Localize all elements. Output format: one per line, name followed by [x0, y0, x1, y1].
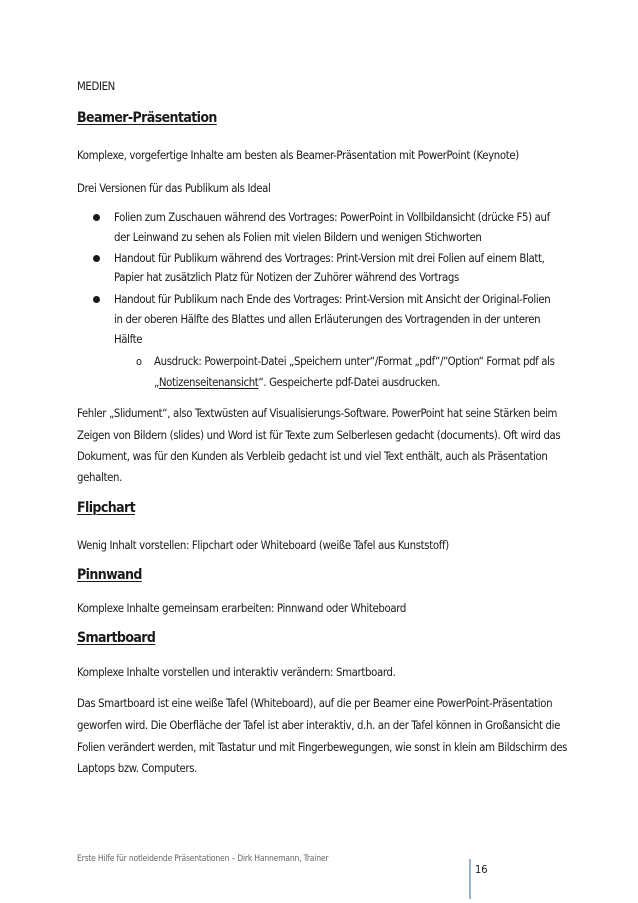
heading-smartboard: Smartboard	[77, 630, 156, 646]
smartboard-para-line-1: Das Smartboard ist eine weiße Tafel (Whiteboard), auf die per Beamer eine PowerPoint-Präsentation	[77, 697, 553, 710]
sub-bullet-line-2-suffix: “. Gespeicherte pdf-Datei ausdrucken.	[258, 376, 441, 389]
smartboard-para-line-2: geworfen wird. Die Oberfläche der Tafel ist aber interaktiv, d.h. an der Tafel können in Großansicht die	[77, 719, 561, 732]
quote-open: „	[154, 376, 159, 389]
bullet-marker	[93, 296, 100, 303]
bullet-2-line-1: Handout für Publikum während des Vortrages: Print-Version mit drei Folien auf einem Blatt,	[114, 252, 545, 265]
bullet-marker	[93, 255, 100, 262]
error-para-line-1: Fehler „Slidument“, also Textwüsten auf Visualisierungs-Software. PowerPoint hat seine Stärken beim	[77, 407, 558, 420]
smartboard-text: Komplexe Inhalte vorstellen und interaktiv verändern: Smartboard.	[77, 666, 396, 679]
bullet-3-line-3: Hälfte	[114, 333, 143, 346]
error-para-line-2: Zeigen von Bildern (slides) und Word ist für Texte zum Selberlesen gedacht (documents). Oft wird das	[77, 429, 561, 442]
sub-bullet-line-2	[154, 371, 634, 394]
page-number: 16	[475, 863, 488, 876]
bullet-1-line-2: der Leinwand zu sehen als Folien mit vielen Bildern und wenigen Stichworten	[114, 231, 482, 244]
smartboard-para-line-3: Folien verändert werden, mit Tastatur und mit Fingerbewegungen, wie sonst in klein am Bildschirm des	[77, 741, 568, 754]
sub-bullet-marker: o	[136, 355, 143, 368]
bullet-2-line-2: Papier hat zusätzlich Platz für Notizen der Zuhörer während des Vortrags	[114, 271, 459, 284]
flipchart-text: Wenig Inhalt vorstellen: Flipchart oder Whiteboard (weiße Tafel aus Kunststoff)	[77, 539, 449, 552]
page-number-divider	[469, 859, 471, 899]
bullet-marker	[93, 214, 100, 221]
footer-text: Erste Hilfe für notleidende Präsentationen – Dirk Hannemann, Trainer	[77, 854, 329, 864]
notizenseitenansicht-term: Notizenseitenansicht	[158, 376, 259, 389]
smartboard-para-line-4: Laptops bzw. Computers.	[77, 762, 198, 775]
error-para-line-4: gehalten.	[77, 471, 122, 484]
pinnwand-text: Komplexe Inhalte gemeinsam erarbeiten: Pinnwand oder Whiteboard	[77, 602, 406, 615]
beamer-intro: Komplexe, vorgefertige Inhalte am besten als Beamer-Präsentation mit PowerPoint (Keynote)	[77, 149, 519, 162]
heading-flipchart: Flipchart	[77, 500, 136, 516]
heading-beamer: Beamer-Präsentation	[77, 110, 217, 126]
bullet-3-line-2: in der oberen Hälfte des Blattes und allen Erläuterungen des Vortragenden in der unteren	[114, 313, 541, 326]
versions-intro: Drei Versionen für das Publikum als Ideal	[77, 182, 271, 195]
heading-pinnwand: Pinnwand	[77, 567, 142, 583]
bullet-3-line-1: Handout für Publikum nach Ende des Vortrages: Print-Version mit Ansicht der Original-Folien	[114, 293, 551, 306]
bullet-1-line-1: Folien zum Zuschauen während des Vortrages: PowerPoint in Vollbildansicht (drücke F5) auf	[114, 211, 550, 224]
error-para-line-3: Dokument, was für den Kunden als Verbleib gedacht ist und viel Text enthält, auch als Präsentation	[77, 450, 548, 463]
section-label: MEDIEN	[77, 80, 115, 93]
sub-bullet-line-1: Ausdruck: Powerpoint-Datei „Speichern unter“/Format „pdf“/“Option“ Format pdf als	[154, 355, 555, 368]
